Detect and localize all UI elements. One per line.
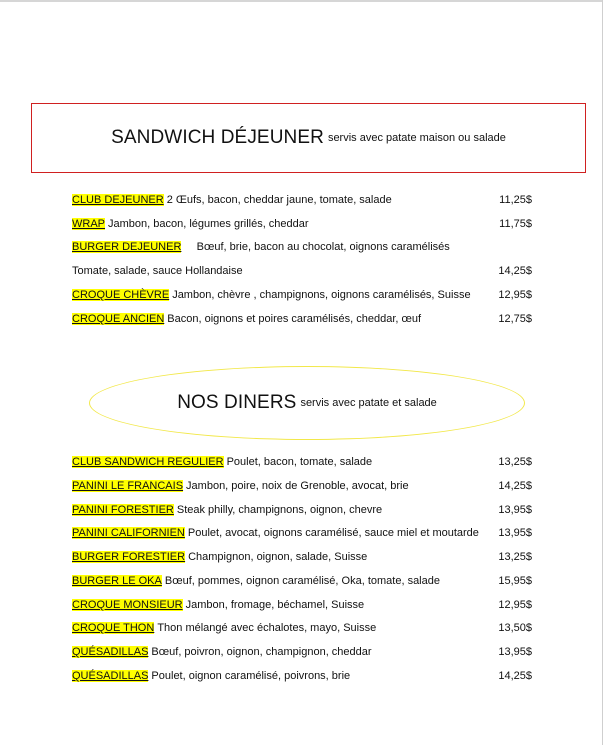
item-desc: Bacon, oignons et poires caramélisés, cheddar, œuf (167, 313, 422, 325)
item-name: PANINI CALIFORNIEN (72, 527, 185, 539)
item-price: 13,50$ (498, 622, 532, 634)
item-price: 12,95$ (498, 289, 532, 301)
item-desc: Steak philly, champignons, oignon, chevre (176, 504, 383, 516)
item-name: QUÉSADILLAS (72, 670, 149, 682)
item-price: 13,25$ (498, 551, 532, 563)
item-name: WRAP (72, 218, 105, 230)
item-desc: Bœuf, brie, bacon au chocolat, oignons caramélisés (184, 241, 450, 253)
item-name: CLUB SANDWICH REGULIER (72, 456, 224, 468)
item-price: 13,95$ (498, 527, 532, 539)
section1-heading-box (31, 103, 586, 173)
menu-row (72, 644, 532, 660)
item-price: 12,95$ (498, 599, 532, 611)
item-price: 15,95$ (498, 575, 532, 587)
item-name: CROQUE ANCIEN (72, 313, 165, 325)
section2-heading-ellipse (89, 366, 525, 440)
item-price: 14,25$ (498, 670, 532, 682)
item-name: BURGER DEJEUNER (72, 241, 182, 253)
item-price: 11,25$ (499, 194, 532, 206)
item-desc: Bœuf, poivron, oignon, champignon, cheddar (151, 646, 372, 658)
item-name: PANINI FORESTIER (72, 504, 174, 516)
item-desc: Jambon, poire, noix de Grenoble, avocat, brie (186, 480, 409, 492)
item-desc: Tomate, salade, sauce Hollandaise (72, 265, 243, 277)
item-price: 12,75$ (498, 313, 532, 325)
item-name: CROQUE CHÈVRE (72, 289, 170, 301)
item-price: 13,95$ (498, 504, 532, 516)
menu-row (72, 311, 532, 327)
item-name: BURGER LE OKA (72, 575, 162, 587)
section1-title: SANDWICH DÉJEUNER (111, 127, 324, 148)
item-price: 13,25$ (498, 456, 532, 468)
item-price: 14,25$ (498, 265, 532, 277)
menu-row (72, 454, 532, 470)
item-name: BURGER FORESTIER (72, 551, 186, 563)
menu-row (72, 620, 532, 636)
item-desc: Bœuf, pommes, oignon caramélisé, Oka, tomate, salade (164, 575, 440, 587)
item-desc: Thon mélangé avec échalotes, mayo, Suisse (157, 622, 377, 634)
item-name: QUÉSADILLAS (72, 646, 149, 658)
top-border (0, 0, 603, 2)
menu-row (72, 192, 532, 208)
item-name: CROQUE MONSIEUR (72, 599, 183, 611)
item-name: CLUB DEJEUNER (72, 194, 164, 206)
item-desc: Jambon, chèvre , champignons, oignons caramélisés, Suisse (172, 289, 471, 301)
menu-row (72, 549, 532, 565)
item-desc: Poulet, oignon caramélisé, poivrons, brie (151, 670, 351, 682)
section1-subtitle: servis avec patate maison ou salade (327, 132, 506, 144)
item-desc: 2 Œufs, bacon, cheddar jaune, tomate, salade (166, 194, 392, 206)
item-desc: Poulet, avocat, oignons caramélisé, sauce miel et moutarde (187, 527, 479, 539)
section2-title: NOS DINERS (177, 392, 297, 413)
item-name: PANINI LE FRANCAIS (72, 480, 184, 492)
menu-row (72, 239, 532, 255)
item-desc: Poulet, bacon, tomate, salade (226, 456, 373, 468)
item-desc: Jambon, fromage, béchamel, Suisse (185, 599, 365, 611)
menu-row (72, 287, 532, 303)
item-price: 14,25$ (498, 480, 532, 492)
item-price: 11,75$ (499, 218, 532, 230)
item-desc: Champignon, oignon, salade, Suisse (188, 551, 368, 563)
item-desc: Jambon, bacon, légumes grillés, cheddar (108, 218, 309, 230)
item-price: 13,95$ (498, 646, 532, 658)
menu-row (72, 502, 532, 518)
menu-row (72, 525, 532, 541)
item-name: CROQUE THON (72, 622, 155, 634)
menu-row (72, 216, 532, 232)
menu-row (72, 668, 532, 684)
menu-row (72, 573, 532, 589)
menu-row (72, 263, 532, 279)
menu-row (72, 597, 532, 613)
menu-row (72, 478, 532, 494)
section2-subtitle: servis avec patate et salade (300, 397, 437, 409)
